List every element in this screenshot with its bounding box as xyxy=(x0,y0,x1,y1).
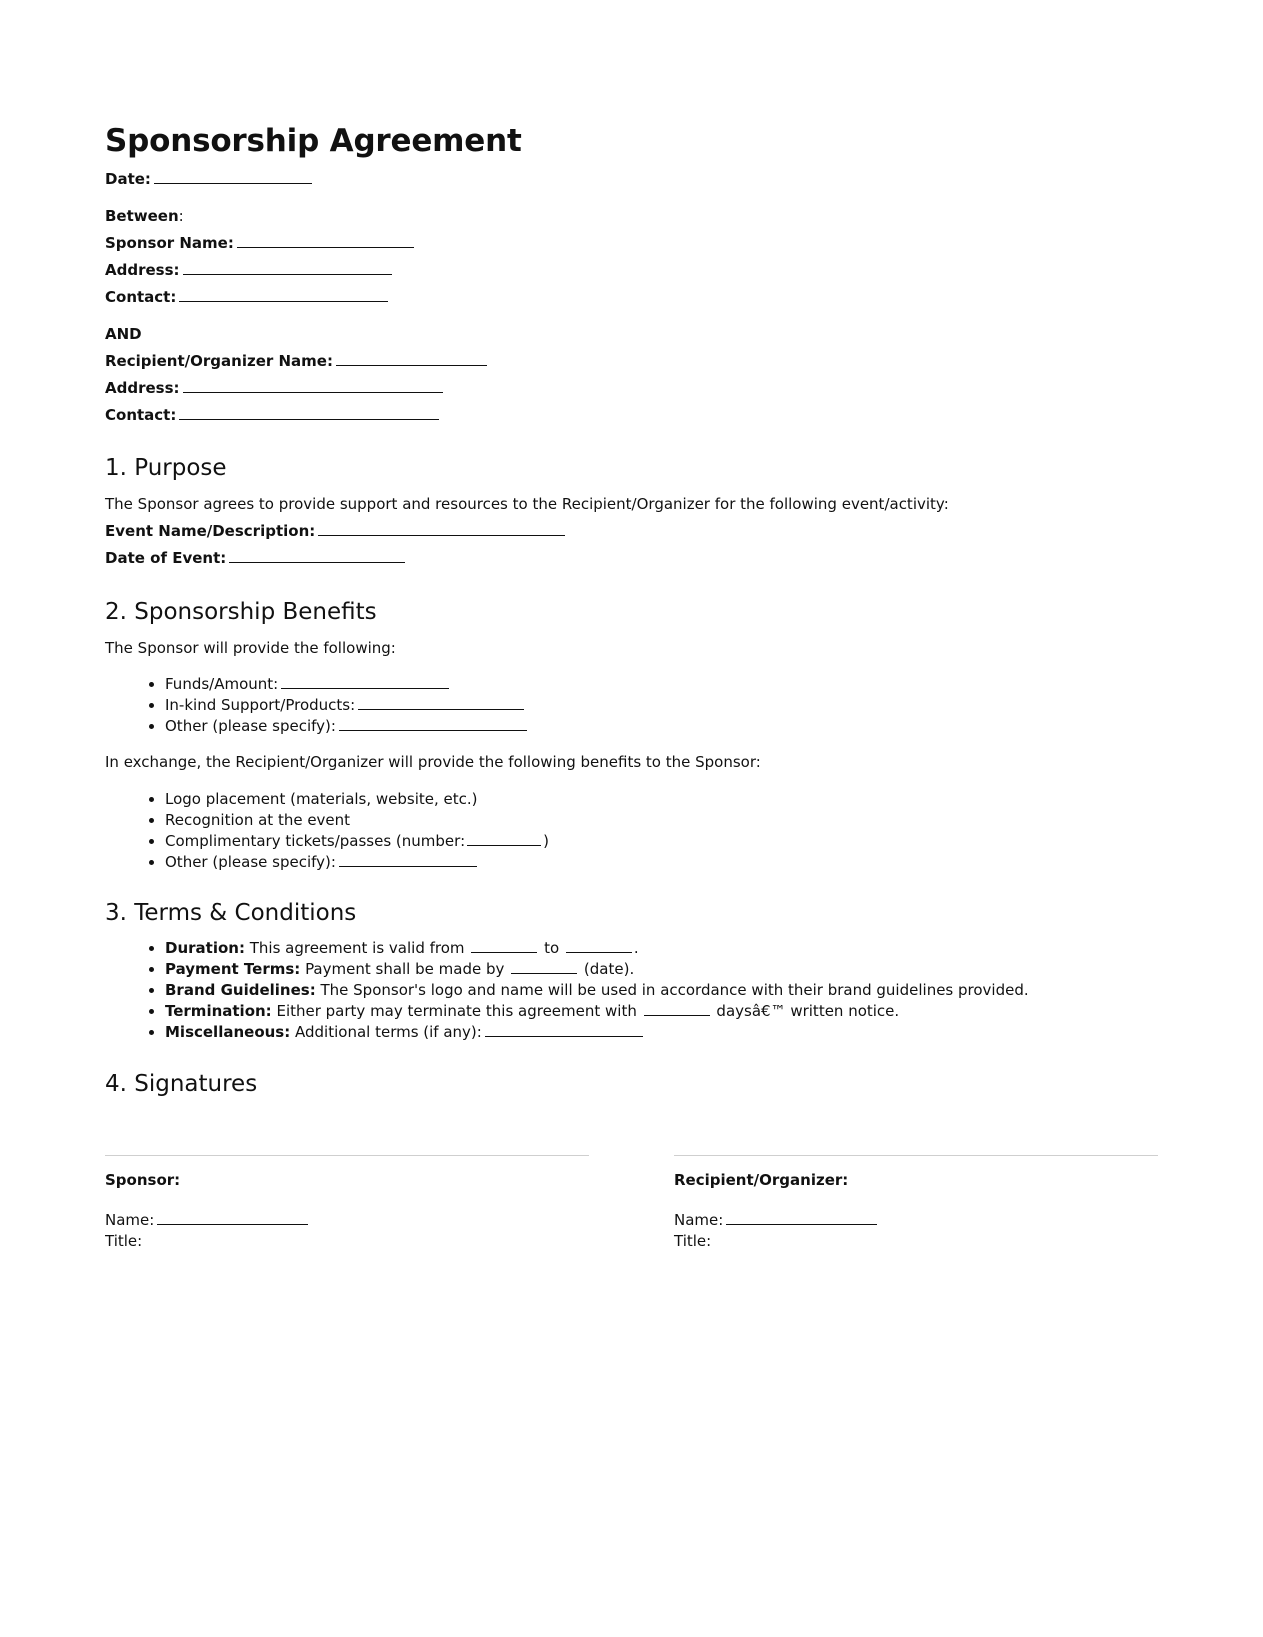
payment-date-blank[interactable] xyxy=(511,959,577,974)
event-name-line xyxy=(105,518,1158,545)
and-line xyxy=(105,321,1158,348)
event-name-blank[interactable] xyxy=(318,521,565,536)
recipient-sig-title-line xyxy=(674,1231,1158,1252)
recipient-provides-list xyxy=(105,789,1158,873)
tickets-number-blank[interactable] xyxy=(467,831,541,846)
sponsor-contact-label: Contact: xyxy=(105,288,177,306)
date-blank[interactable] xyxy=(154,169,312,184)
event-name-label: Event Name/Description: xyxy=(105,522,316,540)
list-item: • Duration: This agreement is valid from to . xyxy=(165,938,1158,959)
sponsor-signature-line[interactable] xyxy=(105,1155,589,1156)
list-item: • Payment Terms: Payment shall be made by (date). xyxy=(165,959,1158,980)
event-date-line xyxy=(105,545,1158,572)
date-label: Date: xyxy=(105,170,151,188)
list-item: • Termination: Either party may terminate this agreement with daysâ€™ written notice. xyxy=(165,1001,1158,1022)
page-title: Sponsorship Agreement xyxy=(105,123,522,159)
recipient-sig-name-line xyxy=(674,1210,1158,1231)
list-item: • Miscellaneous: Additional terms (if any): xyxy=(165,1022,1158,1043)
sponsor-sig-title-line xyxy=(105,1231,589,1252)
benefits-heading: 2. Sponsorship Benefits xyxy=(105,599,377,625)
terms-heading: 3. Terms & Conditions xyxy=(105,900,357,926)
list-item: • Complimentary tickets/passes (number: ) xyxy=(165,831,1158,852)
sponsor-sig-name-line xyxy=(105,1210,589,1231)
sponsor-sig-name-blank[interactable] xyxy=(157,1210,308,1225)
recipient-contact-blank[interactable] xyxy=(179,405,439,420)
event-date-label: Date of Event: xyxy=(105,549,227,567)
recipient-sig-name-label: Name: xyxy=(674,1211,724,1229)
recipient-address-label: Address: xyxy=(105,379,180,397)
between-label: Between xyxy=(105,207,179,225)
funds-blank[interactable] xyxy=(281,674,449,689)
terms-list xyxy=(105,938,1158,1043)
misc-terms-blank[interactable] xyxy=(485,1022,643,1037)
sponsor-address-label: Address: xyxy=(105,261,180,279)
duration-start-blank[interactable] xyxy=(471,938,537,953)
sponsor-signature-label: Sponsor: xyxy=(105,1171,181,1189)
sponsor-address-blank[interactable] xyxy=(183,260,392,275)
sponsor-signature-block xyxy=(105,1155,589,1252)
list-item: • Funds/Amount: xyxy=(165,674,1158,695)
recipient-other-blank[interactable] xyxy=(339,852,477,867)
termination-days-blank[interactable] xyxy=(644,1001,710,1016)
recipient-benefits-intro: In exchange, the Recipient/Organizer will provide the following benefits to the Sponsor: xyxy=(105,753,761,771)
sponsor-benefits-intro: The Sponsor will provide the following: xyxy=(105,639,396,657)
agreement-document xyxy=(105,118,1158,1275)
sponsor-sig-title-label: Title: xyxy=(105,1232,143,1250)
sponsor-provides-list xyxy=(105,674,1158,737)
sponsor-other-blank[interactable] xyxy=(339,716,527,731)
sponsor-sig-name-label: Name: xyxy=(105,1211,155,1229)
list-item: • In-kind Support/Products: xyxy=(165,695,1158,716)
recipient-address-line xyxy=(105,375,1158,402)
between-colon: : xyxy=(178,207,184,225)
event-date-blank[interactable] xyxy=(229,548,405,563)
sponsor-address-line xyxy=(105,257,1158,284)
sponsor-contact-blank[interactable] xyxy=(179,287,388,302)
recipient-signature-block xyxy=(674,1155,1158,1252)
purpose-heading: 1. Purpose xyxy=(105,455,227,481)
recipient-sig-name-blank[interactable] xyxy=(726,1210,877,1225)
list-item: • Logo placement (materials, website, etc.) xyxy=(165,789,1158,810)
purpose-intro: The Sponsor agrees to provide support and resources to the Recipient/Organizer for the following event/activity: xyxy=(105,495,949,513)
list-item: • Brand Guidelines: The Sponsor's logo and name will be used in accordance with their brand guidelines provided. xyxy=(165,980,1158,1001)
list-item: • Other (please specify): xyxy=(165,852,1158,873)
and-label: AND xyxy=(105,325,142,343)
recipient-contact-label: Contact: xyxy=(105,406,177,424)
recipient-sig-title-label: Title: xyxy=(674,1232,712,1250)
sponsor-name-blank[interactable] xyxy=(237,233,414,248)
recipient-signature-line[interactable] xyxy=(674,1155,1158,1156)
signature-section xyxy=(105,1155,1158,1275)
recipient-name-label: Recipient/Organizer Name: xyxy=(105,352,333,370)
recipient-signature-label: Recipient/Organizer: xyxy=(674,1171,849,1189)
sponsor-name-label: Sponsor Name: xyxy=(105,234,234,252)
recipient-name-line xyxy=(105,348,1158,375)
recipient-name-blank[interactable] xyxy=(336,351,487,366)
recipient-address-blank[interactable] xyxy=(183,378,443,393)
duration-end-blank[interactable] xyxy=(566,938,632,953)
sponsor-name-line xyxy=(105,230,1158,257)
in-kind-blank[interactable] xyxy=(358,695,524,710)
date-line xyxy=(105,166,1158,193)
list-item: • Recognition at the event xyxy=(165,810,1158,831)
signatures-heading: 4. Signatures xyxy=(105,1071,258,1097)
between-line xyxy=(105,203,1158,230)
recipient-contact-line xyxy=(105,402,1158,429)
sponsor-contact-line xyxy=(105,284,1158,311)
list-item: • Other (please specify): xyxy=(165,716,1158,737)
